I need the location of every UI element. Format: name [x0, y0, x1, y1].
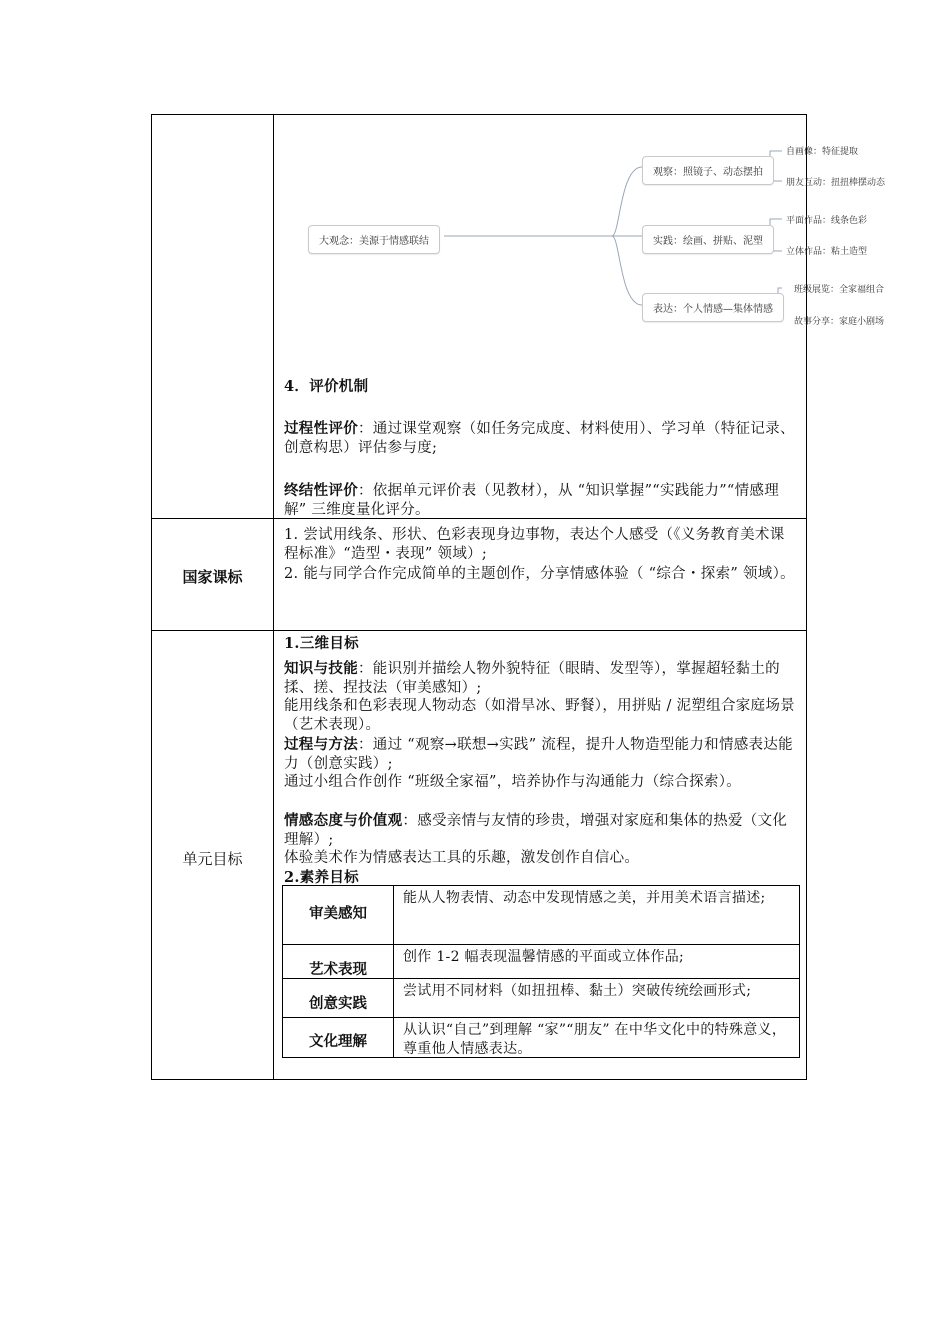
knowledge-label: 知识与技能	[284, 660, 358, 677]
literacy-name: 文化理解	[283, 1018, 394, 1057]
goals-heading-2: 2.素养目标	[284, 869, 359, 886]
goals-knowledge	[284, 659, 799, 698]
evaluation-process	[284, 419, 799, 458]
mindmap-root: 大观念：美源于情感联结	[308, 225, 440, 254]
goals-emotion	[284, 811, 799, 850]
emotion-text: ：感受亲情与友情的珍贵，增强对家庭和集体的热爱（文化理解）;	[284, 813, 788, 848]
process-text: ：通过 “观察→联想→实践” 流程，提升人物造型能力和情感表达能力（创意实践）;	[284, 737, 793, 772]
literacy-desc: 尝试用不同材料（如扭扭棒、黏土）突破传统绘画形式;	[403, 983, 752, 999]
mindmap-branch-observe: 观察：照镜子、动态摆拍	[642, 156, 774, 185]
literacy-desc: 从认识“自己”到理解 “家”“朋友” 在中华文化中的特殊意义，尊重他人情感表达。	[403, 1022, 787, 1057]
lesson-plan-table	[151, 114, 886, 1080]
literacy-desc: 能从人物表情、动态中发现情感之美，并用美术语言描述;	[403, 890, 766, 906]
emotion-label: 情感态度与价值观	[284, 812, 403, 829]
literacy-name: 创意实践	[283, 979, 394, 1017]
mindmap-leaf: 平面作品：线条色彩	[786, 216, 868, 226]
row-divider	[152, 518, 806, 519]
mindmap-leaf: 自画像：特征提取	[786, 147, 859, 157]
literacy-name: 审美感知	[283, 886, 394, 944]
mindmap-leaf: 班级展览：全家福组合	[794, 285, 885, 295]
goals-process-2: 通过小组合作创作 “班级全家福”，培养协作与沟通能力（综合探索）。	[284, 774, 742, 790]
literacy-row	[283, 1017, 799, 1057]
mindmap-branch-practice: 实践：绘画、拼贴、泥塑	[642, 225, 774, 254]
goals-knowledge-2: 能用线条和色彩表现人物动态（如滑旱冰、野餐），用拼贴 / 泥塑组合家庭场景（艺术表现）。	[284, 698, 795, 733]
standards-item-1: 1. 尝试用线条、形状、色彩表现身边事物，表达个人感受（《义务教育美术课程标准》“造型・表现” 领域）;	[284, 527, 785, 562]
mindmap-leaf: 故事分享：家庭小剧场	[794, 317, 885, 327]
summative-eval-text: ：依据单元评价表（见教材），从 “知识掌握”“实践能力”“情感理解” 三维度量化评分。	[284, 483, 780, 518]
process-eval-label: 过程性评价	[284, 420, 358, 437]
literacy-desc: 创作 1-2 幅表现温馨情感的平面或立体作品;	[403, 949, 685, 965]
process-eval-text: ：通过课堂观察（如任务完成度、材料使用）、学习单（特征记录、创意构思）评估参与度;	[284, 421, 795, 456]
evaluation-heading: 4．评价机制	[284, 378, 369, 395]
standards-label: 国家课标	[182, 568, 243, 586]
goals-heading-1: 1.三维目标	[284, 635, 359, 652]
row-divider	[152, 630, 806, 631]
summative-eval-label: 终结性评价	[284, 482, 358, 499]
evaluation-summative	[284, 481, 799, 520]
knowledge-text: ：能识别并描绘人物外貌特征（眼睛、发型等），掌握超轻黏土的揉、搓、捏技法（审美感知）;	[284, 661, 780, 696]
mindmap-branch-express: 表达：个人情感—集体情感	[642, 293, 784, 322]
literacy-row	[283, 886, 799, 944]
standards-item-2: 2. 能与同学合作完成简单的主题创作，分享情感体验（ “综合・探索” 领域）。	[284, 566, 795, 582]
column-divider	[273, 115, 274, 1079]
literacy-table	[282, 885, 800, 1058]
literacy-row	[283, 978, 799, 1017]
goals-emotion-2: 体验美术作为情感表达工具的乐趣，激发创作自信心。	[284, 850, 640, 866]
process-label: 过程与方法	[284, 736, 358, 753]
goals-process	[284, 735, 799, 774]
literacy-row	[283, 944, 799, 978]
mindmap-leaf: 立体作品：粘土造型	[786, 247, 868, 257]
mindmap-leaf: 朋友互动：扭扭棒摆动态	[786, 178, 886, 188]
literacy-name: 艺术表现	[283, 945, 394, 978]
mindmap	[302, 133, 886, 343]
goals-label: 单元目标	[182, 850, 243, 868]
